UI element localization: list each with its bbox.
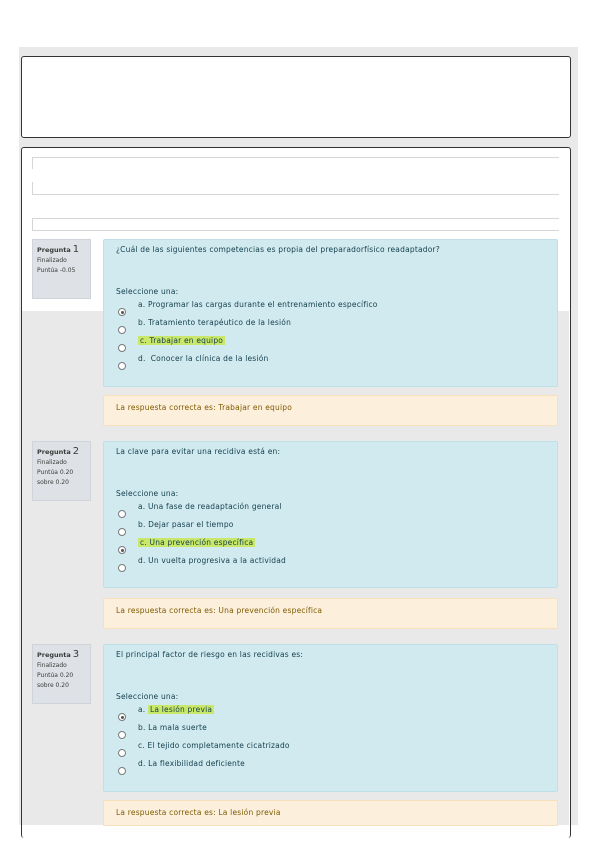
summary-header-box — [21, 56, 571, 138]
correct-answer-feedback: La respuesta correcta es: La lesión previa — [103, 800, 558, 826]
question-content — [103, 239, 558, 387]
question-prompt: ¿Cuál de las siguientes competencias es propia del preparadorfísico readaptador? — [116, 245, 440, 254]
question-score-max: sobre 0.20 — [37, 682, 69, 689]
option-text: La mala suerte — [148, 723, 207, 732]
question-number: 3 — [72, 649, 80, 660]
correct-answer-feedback: La respuesta correcta es: Trabajar en equipo — [103, 395, 558, 426]
nav-divider — [32, 218, 33, 230]
question-info — [32, 239, 91, 299]
question-label: Pregunta — [37, 246, 71, 254]
option-text: Trabajar en equipo — [149, 336, 224, 345]
select-one-label: Seleccione una: — [116, 489, 179, 498]
option-letter: d. — [138, 556, 146, 565]
answer-option[interactable] — [116, 741, 545, 759]
option-text: Programar las cargas durante el entrenamiento específico — [147, 300, 378, 309]
question-info — [32, 441, 91, 501]
question-score-max: sobre 0.20 — [37, 479, 69, 486]
answer-option[interactable] — [116, 336, 545, 354]
option-text: Tratamiento terapéutico de la lesión — [148, 318, 292, 327]
radio-button[interactable] — [118, 546, 126, 554]
answer-option[interactable] — [116, 318, 545, 336]
radio-button[interactable] — [118, 344, 126, 352]
answer-option[interactable] — [116, 520, 545, 538]
option-letter: a. — [138, 705, 146, 714]
radio-button[interactable] — [118, 767, 126, 775]
radio-button[interactable] — [118, 326, 126, 334]
question-status: Finalizado — [37, 662, 67, 669]
nav-divider — [32, 218, 559, 219]
select-one-label: Seleccione una: — [116, 692, 179, 701]
nav-divider — [32, 157, 33, 169]
question-number: 2 — [72, 446, 80, 457]
radio-button[interactable] — [118, 564, 126, 572]
radio-button[interactable] — [118, 713, 126, 721]
radio-button[interactable] — [118, 308, 126, 316]
answer-option[interactable] — [116, 556, 545, 574]
nav-divider — [32, 157, 559, 158]
answer-option[interactable] — [116, 354, 545, 372]
option-text: Una prevención específica — [149, 538, 254, 547]
option-text: Un vuelta progresiva a la actividad — [148, 556, 286, 565]
nav-divider — [32, 230, 559, 231]
select-one-label: Seleccione una: — [116, 287, 179, 296]
answer-option[interactable] — [116, 759, 545, 777]
option-text: Una fase de readaptación general — [147, 502, 282, 511]
question-label: Pregunta — [37, 651, 71, 659]
radio-button[interactable] — [118, 528, 126, 536]
option-letter: b. — [138, 520, 146, 529]
answer-option[interactable] — [116, 300, 545, 318]
option-letter: c. — [140, 336, 147, 345]
option-letter: c. — [138, 741, 145, 750]
nav-divider — [32, 194, 559, 195]
question-number: 1 — [72, 244, 80, 255]
question-score: Puntúa 0.20 — [37, 672, 74, 679]
option-text: La lesión previa — [149, 705, 213, 714]
nav-divider — [32, 182, 33, 194]
option-letter: d. — [138, 759, 146, 768]
answer-option[interactable] — [116, 705, 545, 723]
option-letter: c. — [140, 538, 147, 547]
answer-option[interactable] — [116, 502, 545, 520]
radio-button[interactable] — [118, 749, 126, 757]
option-text: Conocer la clínica de la lesión — [150, 354, 269, 363]
answer-option[interactable] — [116, 538, 545, 556]
question-content — [103, 441, 558, 588]
option-letter: b. — [138, 723, 146, 732]
radio-button[interactable] — [118, 731, 126, 739]
option-text: Dejar pasar el tiempo — [148, 520, 234, 529]
option-letter: d. — [138, 354, 146, 363]
question-status: Finalizado — [37, 257, 67, 264]
option-letter: a. — [138, 502, 146, 511]
question-score: Puntúa -0.05 — [37, 267, 76, 274]
option-text: La flexibilidad deficiente — [148, 759, 245, 768]
radio-button[interactable] — [118, 510, 126, 518]
option-text: El tejido completamente cicatrizado — [147, 741, 290, 750]
question-status: Finalizado — [37, 459, 67, 466]
option-letter: a. — [138, 300, 146, 309]
question-content — [103, 644, 558, 792]
answer-option[interactable] — [116, 723, 545, 741]
radio-button[interactable] — [118, 362, 126, 370]
question-label: Pregunta — [37, 448, 71, 456]
question-prompt: El principal factor de riesgo en las recidivas es: — [116, 650, 304, 659]
correct-answer-feedback: La respuesta correcta es: Una prevención específica — [103, 598, 558, 629]
question-prompt: La clave para evitar una recidiva está en: — [116, 447, 281, 456]
question-info — [32, 644, 91, 704]
option-letter: b. — [138, 318, 146, 327]
question-score: Puntúa 0.20 — [37, 469, 74, 476]
